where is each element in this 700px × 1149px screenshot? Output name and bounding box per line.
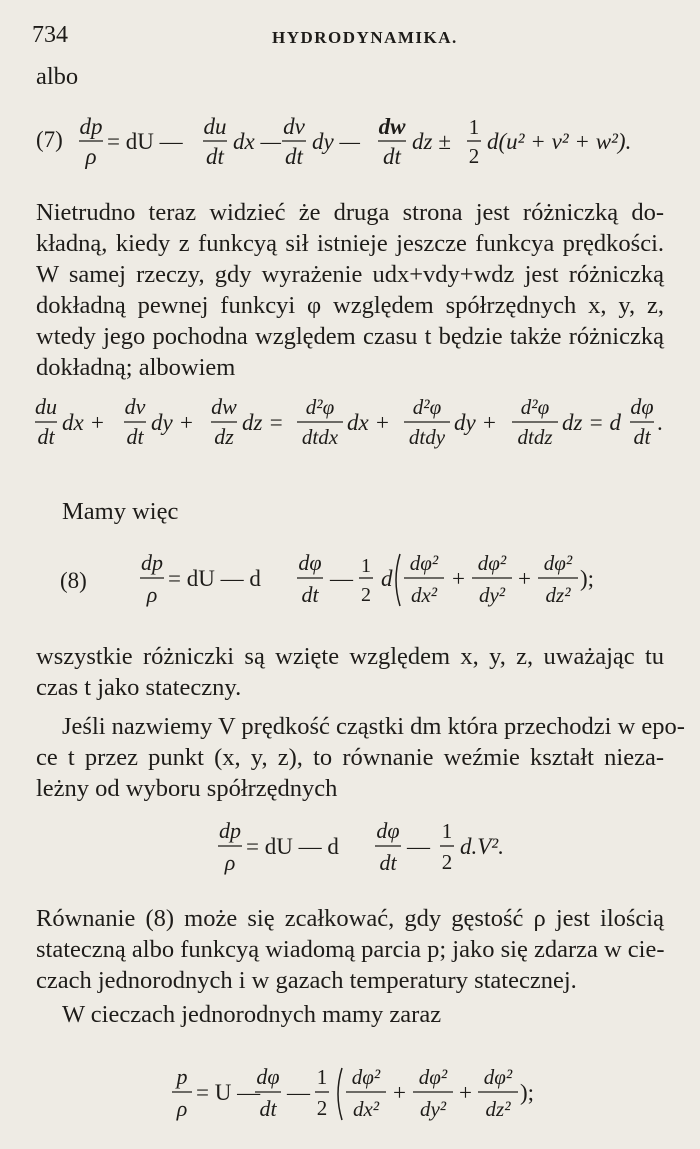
svg-text:d²φ: d²φ [520, 395, 550, 419]
svg-text:dy —: dy — [312, 129, 360, 154]
svg-text:+: + [459, 1080, 472, 1105]
svg-text:dt: dt [383, 144, 401, 169]
svg-text:dx +: dx + [62, 410, 105, 435]
p4-line-2: stateczną albo funkcyą wiadomą parcia p; jako się zdarza w cie- [36, 936, 665, 963]
svg-text:1: 1 [441, 819, 453, 843]
svg-text:du: du [203, 114, 227, 139]
svg-text:dt: dt [37, 424, 55, 449]
svg-text:dz = d: dz = d [562, 410, 621, 435]
p4-line-3: czach jednorodnych i w gazach temperatury statecznej. [36, 967, 577, 994]
svg-text:dp: dp [219, 818, 241, 843]
svg-text:dy²: dy² [478, 583, 506, 607]
equation-7 [0, 100, 700, 170]
svg-text:dt: dt [126, 424, 144, 449]
svg-text:dy +: dy + [454, 410, 497, 435]
svg-text:2: 2 [316, 1096, 328, 1120]
svg-text:dt: dt [633, 424, 651, 449]
svg-text:d.V².: d.V². [460, 834, 504, 859]
svg-text:dv: dv [124, 394, 146, 419]
eq7-eqU: = dU — [107, 129, 183, 154]
svg-text:dx²: dx² [410, 583, 438, 607]
equation-8 [0, 540, 700, 620]
svg-text:dφ²: dφ² [418, 1065, 448, 1089]
svg-text:2: 2 [468, 144, 480, 168]
svg-text:dv: dv [283, 114, 305, 139]
svg-text:dx²: dx² [352, 1097, 380, 1121]
svg-text:(8): (8) [60, 568, 87, 593]
svg-text:d(u² + v² + w²).: d(u² + v² + w²). [487, 129, 632, 154]
svg-text:ρ: ρ [146, 582, 158, 607]
svg-text:2: 2 [441, 850, 453, 874]
svg-text:dφ²: dφ² [351, 1065, 381, 1089]
p1-line-1: Nietrudno teraz widzieć że druga strona jest różniczką do- [36, 199, 664, 226]
svg-text:dt: dt [259, 1096, 277, 1121]
svg-text:1: 1 [361, 555, 371, 577]
svg-text:2: 2 [361, 584, 371, 606]
p4-line-1: Równanie (8) może się zcałkować, gdy gęstość ρ jest ilością [36, 905, 664, 932]
svg-text:dt: dt [379, 850, 397, 875]
svg-text:dx —: dx — [233, 129, 281, 154]
equation-velocity [0, 808, 700, 878]
svg-text:p: p [176, 1064, 188, 1089]
svg-text:dz²: dz² [545, 583, 571, 607]
svg-text:dφ²: dφ² [477, 551, 507, 575]
svg-text:dφ²: dφ² [483, 1065, 513, 1089]
svg-text:du: du [35, 394, 57, 419]
svg-text:dφ²: dφ² [543, 551, 573, 575]
svg-text:—: — [330, 566, 353, 591]
svg-text:+: + [452, 566, 465, 591]
p1-line-2: kładną, kiedy z funkcyą sił istnieje jeszcze funkcya prędkości. [36, 230, 664, 257]
svg-text:dz =: dz = [242, 410, 284, 435]
svg-text:dφ²: dφ² [409, 551, 439, 575]
svg-text:);: ); [580, 566, 595, 591]
svg-text:1: 1 [468, 115, 480, 139]
svg-text:dz ±: dz ± [412, 129, 451, 154]
svg-text:+: + [518, 566, 531, 591]
svg-text:—: — [407, 834, 430, 859]
svg-text:1: 1 [316, 1065, 328, 1089]
p3-line-3: leżny od wyboru spółrzędnych [36, 775, 338, 802]
page-number: 734 [32, 22, 68, 48]
svg-text:dφ: dφ [630, 394, 654, 419]
p2-line-1: wszystkie różniczki są wzięte względem x, y, z, uważając tu [36, 643, 664, 670]
svg-text:= dU — d: = dU — d [246, 834, 339, 859]
svg-text:= U —: = U — [196, 1080, 261, 1105]
svg-text:);: ); [520, 1080, 535, 1105]
svg-text:dtdx: dtdx [301, 425, 339, 449]
svg-text:dt: dt [206, 144, 224, 169]
svg-text:d: d [381, 566, 393, 591]
svg-text:—: — [287, 1080, 310, 1105]
p5-line-1: W cieczach jednorodnych mamy zaraz [62, 1001, 442, 1028]
p1-line-5: wtedy jego pochodna względem czasu t będzie także różniczką [36, 323, 664, 350]
svg-text:dy +: dy + [151, 410, 194, 435]
svg-text:dz: dz [214, 424, 234, 449]
mamy-wiec: Mamy więc [62, 498, 179, 525]
svg-text:ρ: ρ [176, 1096, 188, 1121]
svg-text:.: . [657, 410, 663, 435]
svg-text:dt: dt [285, 144, 303, 169]
svg-text:dz²: dz² [485, 1097, 511, 1121]
svg-text:+: + [393, 1080, 406, 1105]
p2-line-2: czas t jako stateczny. [36, 674, 242, 701]
svg-text:dw: dw [211, 394, 237, 419]
svg-text:dφ: dφ [256, 1064, 280, 1089]
p1-line-3: W samej rzeczy, gdy wyrażenie udx+vdy+wdz jest różniczką [36, 261, 664, 288]
svg-text:dφ: dφ [298, 550, 322, 575]
word-albo: albo [36, 63, 79, 90]
svg-text:dtdy: dtdy [408, 425, 446, 449]
svg-text:dy²: dy² [419, 1097, 447, 1121]
p3-line-2: ce t przez punkt (x, y, z), to równanie weźmie kształt nieza- [36, 744, 664, 771]
svg-text:dw: dw [378, 114, 406, 139]
p1-line-4: dokładną pewnej funkcyi φ względem spółrzędnych x, y, z, [36, 292, 664, 319]
svg-text:dtdz: dtdz [517, 425, 553, 449]
eq7-label: (7) [36, 127, 63, 152]
svg-text:d²φ: d²φ [305, 395, 335, 419]
svg-text:d²φ: d²φ [412, 395, 442, 419]
svg-text:dp: dp [141, 550, 163, 575]
svg-text:ρ: ρ [224, 850, 236, 875]
svg-text:dt: dt [301, 582, 319, 607]
p3-line-1: Jeśli nazwiemy V prędkość cząstki dm która przechodzi w epo- [62, 713, 685, 740]
running-title: HYDRODYNAMIKA. [272, 28, 458, 47]
svg-text:dx +: dx + [347, 410, 390, 435]
page-header [32, 22, 670, 54]
p1-line-6: dokładną; albowiem [36, 354, 236, 381]
equation-last [0, 1054, 700, 1134]
equation-identity [0, 382, 700, 456]
svg-text:= dU — d: = dU — d [168, 566, 261, 591]
eq7-lhs-num: dp [79, 114, 103, 139]
svg-text:dφ: dφ [376, 818, 400, 843]
eq7-lhs-den: ρ [85, 144, 97, 169]
